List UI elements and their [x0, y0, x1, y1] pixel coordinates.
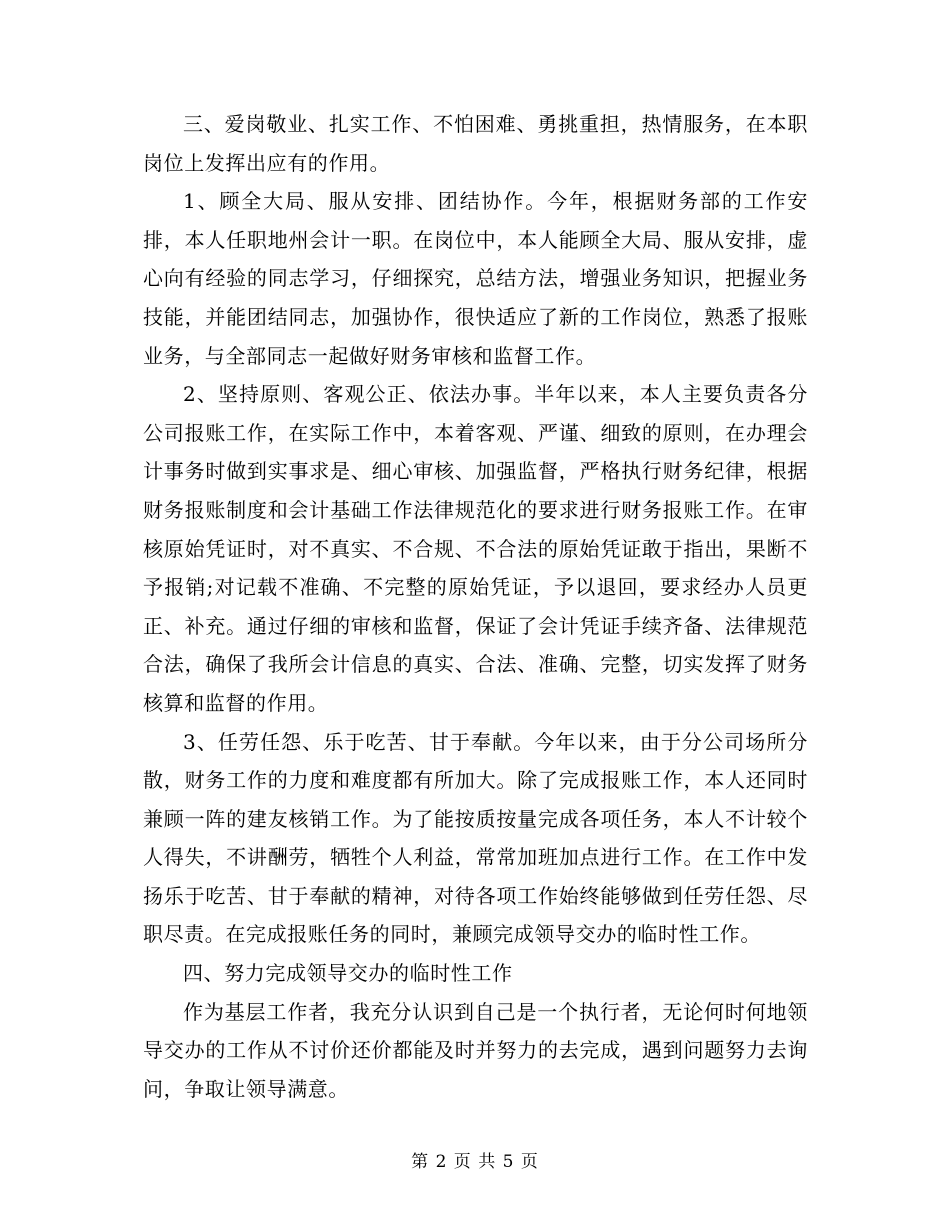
- paragraph-item-1: 1、顾全大局、服从安排、团结协作。今年，根据财务部的工作安排，本人任职地州会计一职。在岗位中，本人能顾全大局、服从安排，虚心向有经验的同志学习，仔细探究，总结方法，增强业务知识，把握业务技能，并能团结同志，加强协作，很快适应了新的工作岗位，熟悉了报账业务，与全部同志一起做好财务审核和监督工作。: [143, 189, 808, 368]
- paragraph-item-3: 3、任劳任怨、乐于吃苦、甘于奉献。今年以来，由于分公司场所分散，财务工作的力度和难度都有所加大。除了完成报账工作，本人还同时兼顾一阵的建友核销工作。为了能按质按量完成各项任务，本人不计较个人得失，不讲酬劳，牺牲个人利益，常常加班加点进行工作。在工作中发扬乐于吃苦、甘于奉献的精神，对待各项工作始终能够做到任劳任怨、尽职尽责。在完成报账任务的同时，兼顾完成领导交办的临时性工作。: [143, 729, 808, 947]
- paragraph-item-2: 2、坚持原则、客观公正、依法办事。半年以来，本人主要负责各分公司报账工作，在实际工作中，本着客观、严谨、细致的原则，在办理会计事务时做到实事求是、细心审核、加强监督，严格执行财务纪律，根据财务报账制度和会计基础工作法律规范化的要求进行财务报账工作。在审核原始凭证时，对不真实、不合规、不合法的原始凭证敢于指出，果断不予报销;对记载不准确、不完整的原始凭证，予以退回，要求经办人员更正、补充。通过仔细的审核和监督，保证了会计凭证手续齐备、法律规范合法，确保了我所会计信息的真实、合法、准确、完整，切实发挥了财务核算和监督的作用。: [143, 382, 808, 715]
- section-heading-four: 四、努力完成领导交办的临时性工作: [183, 961, 513, 986]
- section-heading-three: 三、爱岗敬业、扎实工作、不怕困难、勇挑重担，热情服务，在本职岗位上发挥出应有的作用。: [143, 112, 808, 175]
- page-number-footer: 第 2 页 共 5 页: [411, 1152, 539, 1172]
- document-body: [143, 105, 808, 1108]
- paragraph-section-four: 作为基层工作者，我充分认识到自己是一个执行者，无论何时何地领导交办的工作从不讨价还价都能及时并努力的去完成，遇到问题努力去询问，争取让领导满意。: [143, 999, 808, 1101]
